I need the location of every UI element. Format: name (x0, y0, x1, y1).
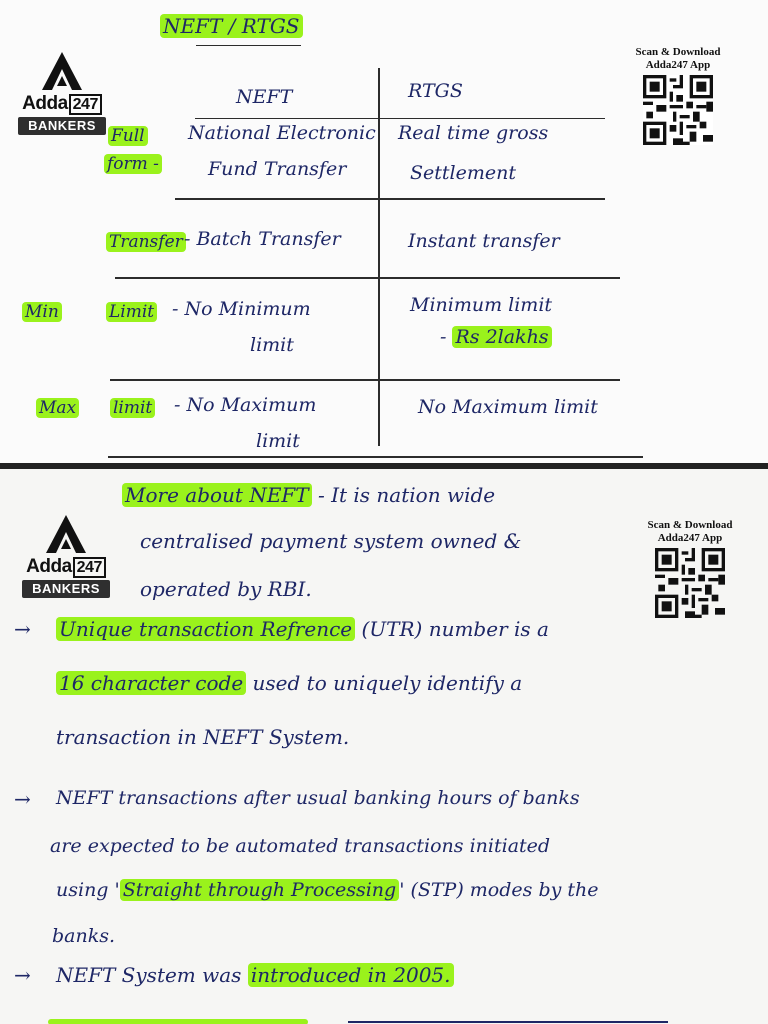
utr-line-3: transaction in NEFT System. (56, 725, 350, 749)
table-bottom-rule (108, 456, 643, 458)
rtgs-full-form-line1: Real time gross (398, 122, 549, 144)
introduced-line (56, 963, 454, 987)
row-label-max (36, 398, 79, 418)
stp-pre: using ' (56, 879, 120, 901)
row-label-min-limit (106, 302, 157, 322)
qr-code-icon (655, 548, 725, 618)
logo-wordmark (16, 94, 108, 115)
title-underline (196, 45, 301, 46)
rtgs-transfer: Instant transfer (408, 230, 560, 252)
logo-number-text: 247 (69, 94, 102, 115)
row-label-transfer (106, 232, 186, 252)
neft-full-form-line2: Fund Transfer (208, 158, 347, 180)
utr-highlight: Unique transaction Refrence (56, 617, 355, 641)
row-label-max-limit (110, 398, 155, 418)
stp-post: ' (STP) modes by the (399, 879, 599, 901)
adda247-logo (16, 52, 108, 135)
introduced-highlight: introduced in 2005. (248, 963, 454, 987)
note-title-text: NEFT / RTGS (160, 14, 303, 38)
note-page-table (0, 0, 768, 463)
stp-highlight: Straight through Processing (120, 879, 399, 901)
utr-rest: (UTR) number is a (361, 617, 549, 641)
row-label-min (22, 302, 62, 322)
more-about-neft-line (122, 483, 495, 507)
intro-line-3: operated by RBI. (140, 577, 312, 601)
logo-name-text: Adda (26, 556, 72, 577)
intro-line-1: - It is nation wide (318, 483, 496, 507)
row-label-min-limit-text: Limit (106, 302, 157, 322)
logo-name-text: Adda (22, 93, 68, 114)
neft-full-form-line1: National Electronic (188, 122, 376, 144)
stp-line-4: banks. (52, 925, 116, 947)
rtgs-max-limit: No Maximum limit (418, 396, 598, 418)
more-about-neft-heading: More about NEFT (122, 483, 312, 507)
neft-min-limit-line2: limit (250, 334, 294, 356)
introduced-pre: NEFT System was (56, 963, 242, 987)
stp-line-2: are expected to be automated transactions initiated (50, 835, 551, 857)
logo-badge: BANKERS (18, 117, 106, 135)
row-label-max-limit-text: limit (110, 398, 155, 418)
row-label-min-text: Min (22, 302, 62, 322)
rtgs-full-form-line2: Settlement (410, 162, 516, 184)
row-label-full-text: Full (108, 126, 148, 146)
bullet-arrow-2: → (14, 787, 31, 811)
row-label-full (108, 126, 148, 146)
logo-number-text: 247 (73, 557, 106, 578)
neft-transfer: - Batch Transfer (184, 228, 341, 250)
intro-line-2: centralised payment system owned & (140, 529, 522, 553)
neft-min-limit-line1: - No Minimum (172, 298, 311, 320)
note-page-more-about-neft (0, 469, 768, 1024)
qr-caption-line1: Scan & Download (635, 46, 721, 58)
rtgs-min-limit-dash: - (440, 326, 447, 348)
bullet-arrow-1: → (14, 617, 31, 641)
qr-caption-line2: Adda247 App (657, 532, 723, 544)
utr-line-1 (56, 617, 549, 641)
table-row-rule-3 (110, 379, 620, 381)
cut-off-next-line (48, 1017, 668, 1024)
neft-max-limit-line1: - No Maximum (174, 394, 317, 416)
row-label-form (104, 154, 162, 174)
adda-a-mark-icon (46, 515, 86, 553)
table-header-rule (195, 118, 605, 119)
qr-caption-line2: Adda247 App (645, 59, 711, 71)
qr-caption-line1: Scan & Download (647, 519, 733, 531)
neft-max-limit-line2: limit (256, 430, 300, 452)
row-label-transfer-text: Transfer (106, 232, 186, 252)
rtgs-min-limit-line2 (440, 326, 552, 348)
table-row-rule-1 (175, 198, 605, 200)
row-label-max-text: Max (36, 398, 79, 418)
table-row-rule-2 (115, 277, 620, 279)
stp-line-3 (56, 879, 599, 901)
adda247-logo-2 (20, 515, 112, 598)
adda-a-mark-icon (42, 52, 82, 90)
utr-code-highlight: 16 character code (56, 671, 246, 695)
logo-wordmark (20, 557, 112, 578)
rtgs-min-limit-line1: Minimum limit (410, 294, 553, 316)
stp-line-1: NEFT transactions after usual banking hours of banks (56, 787, 580, 809)
rtgs-min-limit-amount: Rs 2lakhs (452, 326, 551, 348)
bullet-arrow-3: → (14, 963, 31, 987)
note-title (160, 14, 303, 38)
app-qr-block (628, 46, 728, 145)
column-header-neft: NEFT (236, 86, 293, 108)
app-qr-block-2 (640, 519, 740, 618)
table-column-divider (378, 68, 380, 446)
utr-line-2 (56, 671, 522, 695)
utr-code-rest: used to uniquely identify a (252, 671, 523, 695)
row-label-form-text: form - (104, 154, 162, 174)
column-header-rtgs: RTGS (408, 80, 463, 102)
qr-code-icon (643, 75, 713, 145)
logo-badge: BANKERS (22, 580, 110, 598)
